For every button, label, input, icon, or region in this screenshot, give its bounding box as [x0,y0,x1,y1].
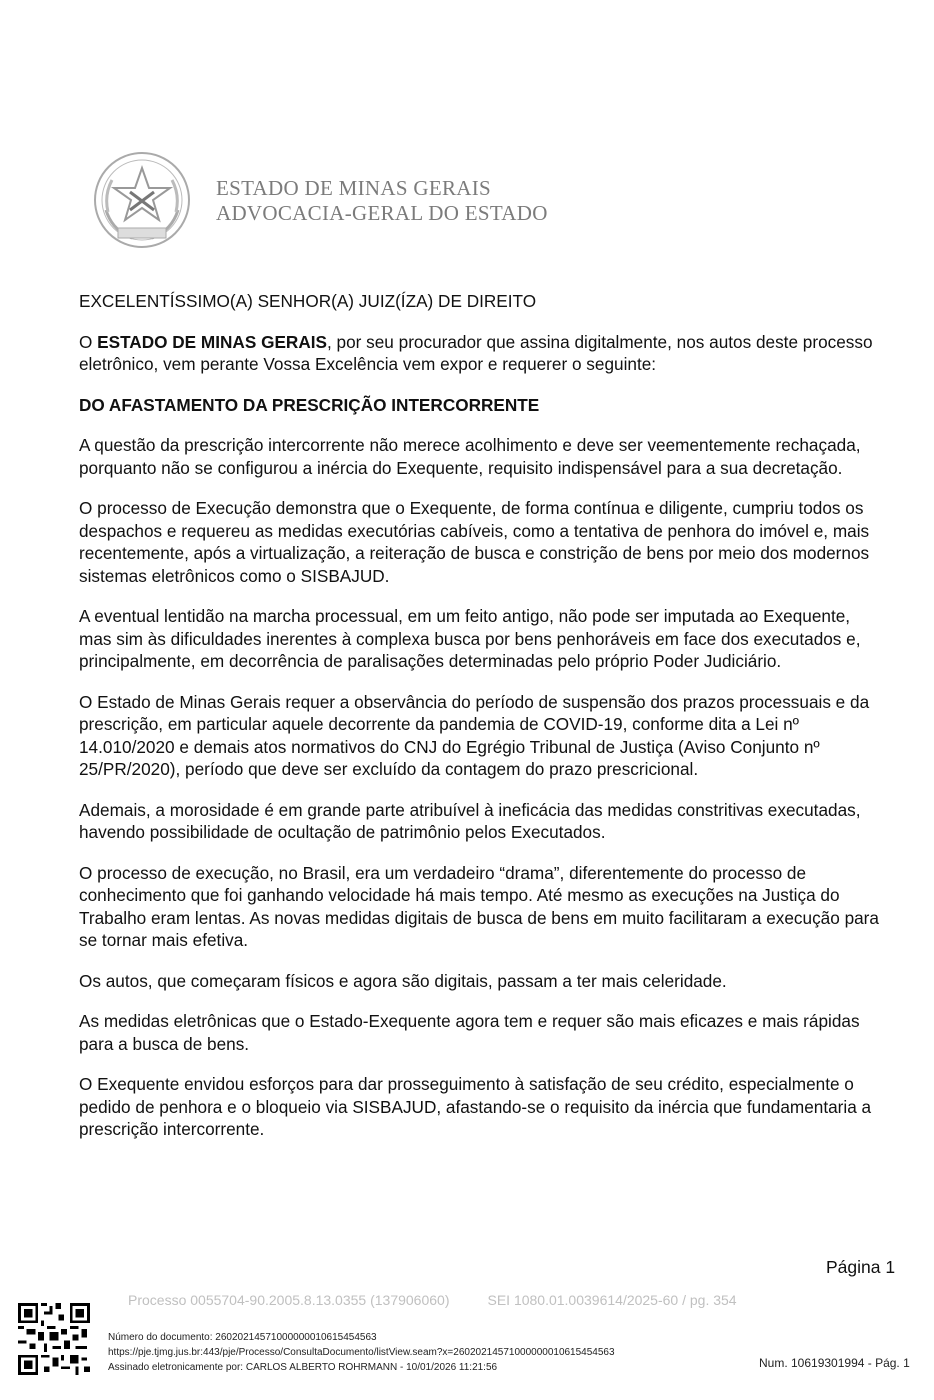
document-num: Num. 10619301994 - Pág. 1 [759,1356,910,1370]
org-line-2: ADVOCACIA-GERAL DO ESTADO [216,201,548,225]
intro-prefix: O [79,331,98,352]
state-seal-icon [92,150,192,250]
document-body [79,290,879,1159]
intro-bold: ESTADO DE MINAS GERAIS [97,331,327,352]
watermark-processo: Processo 0055704-90.2005.8.13.0355 (137906060) [128,1292,450,1308]
paragraph: O processo de execução, no Brasil, era um verdadeiro “drama”, diferentemente do processo de conhecimento que foi ganhando velocidade há mais tempo. Até mesmo as execuções na Justiça do Trabalho eram lentas. As novas medidas digitais de busca de bens em muito facilitaram a execução para se tornar mais efetiva. [79,862,879,950]
paragraph: Os autos, que começaram físicos e agora são digitais, passam a ter mais celeridade. [79,970,727,991]
org-line-1: ESTADO DE MINAS GERAIS [216,176,492,200]
paragraph: O Exequente envidou esforços para dar prosseguimento à satisfação de seu crédito, especialmente o pedido de penhora e o bloqueio via SISBAJUD, afastando-se o requisito da inércia que fundamentaria a prescrição intercorrente. [79,1074,872,1139]
paragraph: Ademais, a morosidade é em grande parte atribuível à ineficácia das medidas constritivas executadas, havendo possibilidade de ocultação de patrimônio pelos Executados. [79,799,861,842]
addressee: EXCELENTÍSSIMO(A) SENHOR(A) JUIZ(ÍZA) DE DIREITO [79,291,537,311]
paragraph: O processo de Execução demonstra que o Exequente, de forma contínua e diligente, cumpriu todos os despachos e requereu as medidas executórias cabíveis, como a tentativa de penhora do imóvel e, mais recentemente, após a virtualização, a reiteração de busca e constrição de bens por meio dos modernos sistemas eletrônicos como o SISBAJUD. [79,498,870,586]
qr-code-icon [18,1303,90,1375]
page-number: Página 1 [826,1257,896,1277]
document-number: Número do documento: 26020214571000000010615454563 [108,1332,377,1343]
signature-footer [108,1330,615,1375]
paragraph: A eventual lentidão na marcha processual, em um feito antigo, não pode ser imputada ao Exequente, mas sim às dificuldades inerentes à complexa busca por bens penhoráveis em face dos executados e, principalmente, em decorrência de paralisações determinadas pelo próprio Poder Judiciário. [79,606,861,671]
process-watermark [128,1292,737,1308]
document-url: https://pje.tjmg.jus.br:443/pje/Processo/ConsultaDocumento/listView.seam?x=26020214571000000010615454563 [108,1347,615,1358]
organization-name [216,176,548,226]
paragraph: O Estado de Minas Gerais requer a observância do período de suspensão dos prazos processuais e da prescrição, em particular aquele decorrente da pandemia de COVID-19, conforme dita a Lei nº 14.010/2020 e demais atos normativos do CNJ do Egrégio Tribunal de Justiça (Aviso Conjunto nº 25/PR/2020), período que deve ser excluído da contagem do prazo prescricional. [79,691,870,779]
watermark-sei: SEI 1080.01.0039614/2025-60 / pg. 354 [487,1292,737,1308]
intro-rest: , por seu procurador que assina digitalmente, nos autos deste processo eletrônico, vem perante Vossa Excelência vem expor e requerer o seguinte: [79,331,873,374]
section-heading: DO AFASTAMENTO DA PRESCRIÇÃO INTERCORRENTE [79,394,540,415]
signature-line: Assinado eletronicamente por: CARLOS ALBERTO ROHRMANN - 10/01/2026 11:21:56 [108,1362,498,1373]
paragraph: As medidas eletrônicas que o Estado-Exequente agora tem e requer são mais eficazes e mais rápidas para a busca de bens. [79,1011,860,1054]
paragraph: A questão da prescrição intercorrente não merece acolhimento e deve ser veementemente rechaçada, porquanto não se configurou a inércia do Exequente, requisito indispensável para a sua decretação. [79,435,861,478]
intro-paragraph [79,331,879,376]
